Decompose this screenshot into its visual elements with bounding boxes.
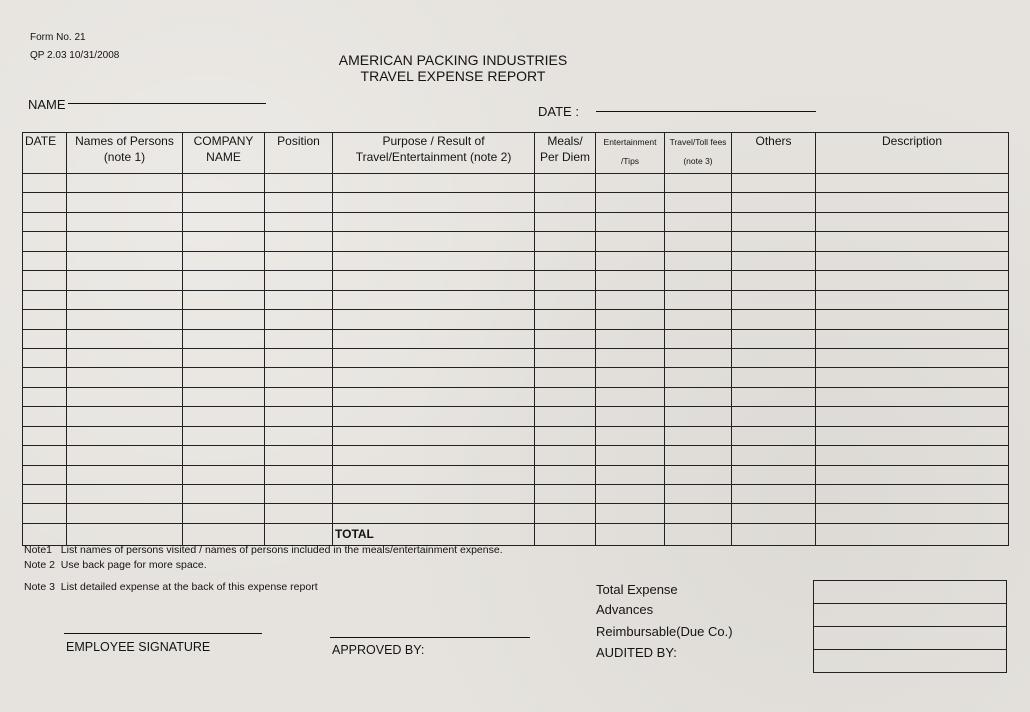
table-cell[interactable] — [265, 485, 333, 504]
table-cell[interactable] — [183, 465, 265, 484]
table-cell[interactable] — [732, 310, 816, 329]
table-cell[interactable] — [333, 368, 535, 387]
table-cell[interactable] — [23, 465, 67, 484]
advances-field[interactable] — [814, 604, 1007, 627]
table-cell[interactable] — [816, 485, 1009, 504]
table-cell[interactable] — [23, 212, 67, 231]
table-row — [23, 251, 1009, 270]
table-cell[interactable] — [816, 290, 1009, 309]
table-cell[interactable] — [333, 504, 535, 523]
table-cell[interactable] — [535, 271, 596, 290]
table-cell[interactable] — [333, 329, 535, 348]
note-1: Note1 List names of persons visited / names of persons included in the meals/entertainment expense. — [24, 544, 503, 556]
table-cell[interactable] — [265, 446, 333, 465]
table-cell[interactable] — [665, 407, 732, 426]
table-cell[interactable] — [333, 290, 535, 309]
table-cell[interactable] — [816, 232, 1009, 251]
table-cell[interactable] — [816, 212, 1009, 231]
table-cell[interactable] — [265, 212, 333, 231]
table-cell[interactable] — [265, 232, 333, 251]
audited-by-field[interactable] — [814, 650, 1007, 673]
table-cell[interactable] — [67, 387, 183, 406]
table-cell[interactable] — [596, 329, 665, 348]
table-cell[interactable] — [596, 485, 665, 504]
table-cell[interactable] — [333, 232, 535, 251]
table-cell[interactable] — [665, 368, 732, 387]
table-cell[interactable] — [665, 310, 732, 329]
table-row — [23, 465, 1009, 484]
table-cell[interactable] — [665, 251, 732, 270]
total-cell[interactable] — [535, 523, 596, 545]
expense-table — [22, 132, 1009, 546]
table-cell[interactable] — [535, 465, 596, 484]
table-cell[interactable] — [183, 485, 265, 504]
col-header-others: Others — [732, 133, 816, 174]
name-field[interactable] — [68, 103, 266, 104]
table-cell[interactable] — [67, 329, 183, 348]
table-cell[interactable] — [732, 348, 816, 367]
company-name: AMERICAN PACKING INDUSTRIES — [338, 52, 568, 68]
table-cell[interactable] — [535, 368, 596, 387]
table-row — [23, 212, 1009, 231]
table-cell[interactable] — [535, 310, 596, 329]
table-cell[interactable] — [535, 290, 596, 309]
table-cell[interactable] — [23, 504, 67, 523]
table-header-row — [23, 133, 1009, 174]
table-cell[interactable] — [67, 174, 183, 193]
table-cell[interactable] — [23, 329, 67, 348]
table-cell[interactable] — [333, 310, 535, 329]
table-cell[interactable] — [665, 504, 732, 523]
table-cell[interactable] — [183, 174, 265, 193]
table-cell[interactable] — [67, 290, 183, 309]
table-cell[interactable] — [265, 329, 333, 348]
table-row — [23, 290, 1009, 309]
table-cell[interactable] — [265, 251, 333, 270]
table-cell[interactable] — [333, 407, 535, 426]
table-cell[interactable] — [183, 407, 265, 426]
table-cell[interactable] — [732, 232, 816, 251]
table-cell[interactable] — [816, 329, 1009, 348]
table-cell[interactable] — [535, 348, 596, 367]
table-cell[interactable] — [183, 251, 265, 270]
table-cell[interactable] — [665, 232, 732, 251]
table-cell[interactable] — [333, 348, 535, 367]
table-cell[interactable] — [596, 348, 665, 367]
table-cell[interactable] — [535, 329, 596, 348]
table-cell[interactable] — [67, 193, 183, 212]
table-cell[interactable] — [596, 446, 665, 465]
table-cell[interactable] — [333, 251, 535, 270]
form-number: Form No. 21 — [30, 32, 86, 43]
table-cell[interactable] — [183, 329, 265, 348]
table-cell[interactable] — [183, 368, 265, 387]
table-cell[interactable] — [816, 465, 1009, 484]
total-cell[interactable] — [265, 523, 333, 545]
table-cell[interactable] — [23, 348, 67, 367]
table-cell[interactable] — [23, 485, 67, 504]
table-cell[interactable] — [665, 212, 732, 231]
table-cell[interactable] — [183, 271, 265, 290]
table-cell[interactable] — [665, 465, 732, 484]
table-cell[interactable] — [732, 407, 816, 426]
col-header-entertainment: Entertainment /Tips — [596, 133, 665, 174]
table-cell[interactable] — [265, 271, 333, 290]
table-cell[interactable] — [732, 446, 816, 465]
table-cell[interactable] — [596, 504, 665, 523]
table-cell[interactable] — [816, 387, 1009, 406]
table-cell[interactable] — [183, 504, 265, 523]
table-cell[interactable] — [732, 174, 816, 193]
audited-by-label: AUDITED BY: — [596, 645, 677, 660]
table-row — [23, 174, 1009, 193]
total-cell[interactable] — [816, 523, 1009, 545]
table-cell[interactable] — [816, 310, 1009, 329]
table-cell[interactable] — [732, 504, 816, 523]
table-cell[interactable] — [67, 504, 183, 523]
table-cell[interactable] — [67, 426, 183, 445]
table-row — [23, 193, 1009, 212]
table-cell[interactable] — [183, 232, 265, 251]
table-cell[interactable] — [67, 446, 183, 465]
table-cell[interactable] — [23, 407, 67, 426]
table-row — [23, 446, 1009, 465]
table-cell[interactable] — [596, 407, 665, 426]
table-cell[interactable] — [596, 387, 665, 406]
table-cell[interactable] — [23, 387, 67, 406]
table-cell[interactable] — [816, 504, 1009, 523]
form-revision: QP 2.03 10/31/2008 — [30, 50, 120, 61]
table-cell[interactable] — [23, 446, 67, 465]
table-cell[interactable] — [732, 251, 816, 270]
total-expense-field[interactable] — [814, 581, 1007, 604]
table-cell[interactable] — [816, 251, 1009, 270]
col-header-date: DATE — [23, 133, 67, 174]
table-row — [23, 407, 1009, 426]
table-row — [23, 348, 1009, 367]
table-cell[interactable] — [183, 348, 265, 367]
table-cell[interactable] — [23, 271, 67, 290]
totals-box — [813, 580, 1007, 673]
table-cell[interactable] — [333, 174, 535, 193]
employee-signature-line[interactable] — [64, 633, 262, 634]
table-cell[interactable] — [816, 426, 1009, 445]
table-cell[interactable] — [67, 251, 183, 270]
table-cell[interactable] — [535, 426, 596, 445]
table-cell[interactable] — [665, 387, 732, 406]
table-cell[interactable] — [596, 251, 665, 270]
table-cell[interactable] — [535, 212, 596, 231]
table-cell[interactable] — [596, 212, 665, 231]
table-cell[interactable] — [535, 387, 596, 406]
table-cell[interactable] — [596, 290, 665, 309]
table-cell[interactable] — [183, 290, 265, 309]
total-label: TOTAL — [333, 523, 535, 545]
table-cell[interactable] — [596, 368, 665, 387]
table-cell[interactable] — [333, 271, 535, 290]
table-cell[interactable] — [665, 348, 732, 367]
table-cell[interactable] — [333, 426, 535, 445]
table-cell[interactable] — [67, 407, 183, 426]
total-cell[interactable] — [183, 523, 265, 545]
table-cell[interactable] — [732, 426, 816, 445]
table-cell[interactable] — [665, 174, 732, 193]
col-header-meals: Meals/ Per Diem — [535, 133, 596, 174]
table-cell[interactable] — [67, 310, 183, 329]
table-row — [23, 232, 1009, 251]
table-cell[interactable] — [23, 232, 67, 251]
table-cell[interactable] — [535, 504, 596, 523]
table-cell[interactable] — [732, 368, 816, 387]
note-3: Note 3 List detailed expense at the back of this expense report — [24, 581, 318, 593]
table-cell[interactable] — [265, 348, 333, 367]
table-cell[interactable] — [265, 310, 333, 329]
advances-label: Advances — [596, 602, 654, 617]
date-field[interactable] — [596, 111, 816, 112]
total-cell[interactable] — [67, 523, 183, 545]
total-cell[interactable] — [732, 523, 816, 545]
table-cell[interactable] — [67, 212, 183, 231]
table-cell[interactable] — [665, 290, 732, 309]
table-cell[interactable] — [333, 212, 535, 231]
table-cell[interactable] — [183, 446, 265, 465]
table-cell[interactable] — [535, 232, 596, 251]
table-cell[interactable] — [732, 329, 816, 348]
table-cell[interactable] — [816, 446, 1009, 465]
table-cell[interactable] — [665, 446, 732, 465]
reimbursable-field[interactable] — [814, 627, 1007, 650]
table-cell[interactable] — [183, 387, 265, 406]
table-cell[interactable] — [535, 446, 596, 465]
table-cell[interactable] — [333, 193, 535, 212]
col-header-purpose: Purpose / Result of Travel/Entertainment (note 2) — [333, 133, 535, 174]
table-row — [23, 504, 1009, 523]
table-cell[interactable] — [183, 193, 265, 212]
table-cell[interactable] — [732, 271, 816, 290]
total-expense-label: Total Expense — [596, 582, 678, 597]
table-cell[interactable] — [67, 465, 183, 484]
table-cell[interactable] — [816, 348, 1009, 367]
table-cell[interactable] — [732, 212, 816, 231]
table-cell[interactable] — [596, 271, 665, 290]
table-cell[interactable] — [333, 485, 535, 504]
table-cell[interactable] — [333, 446, 535, 465]
table-cell[interactable] — [23, 193, 67, 212]
table-cell[interactable] — [333, 465, 535, 484]
table-cell[interactable] — [732, 193, 816, 212]
table-row — [23, 329, 1009, 348]
table-cell[interactable] — [535, 251, 596, 270]
table-cell[interactable] — [816, 174, 1009, 193]
reimbursable-label: Reimbursable(Due Co.) — [596, 624, 733, 639]
table-cell[interactable] — [265, 426, 333, 445]
table-row — [23, 368, 1009, 387]
table-cell[interactable] — [596, 193, 665, 212]
approved-by-label: APPROVED BY: — [332, 643, 425, 657]
table-cell[interactable] — [732, 290, 816, 309]
total-cell[interactable] — [665, 523, 732, 545]
col-header-position: Position — [265, 133, 333, 174]
table-cell[interactable] — [732, 465, 816, 484]
note-2: Note 2 Use back page for more space. — [24, 559, 207, 571]
table-cell[interactable] — [665, 193, 732, 212]
table-cell[interactable] — [665, 329, 732, 348]
employee-signature-label: EMPLOYEE SIGNATURE — [66, 640, 211, 654]
table-row — [23, 387, 1009, 406]
col-header-travel: Travel/Toll fees (note 3) — [665, 133, 732, 174]
table-cell[interactable] — [23, 251, 67, 270]
table-cell[interactable] — [535, 407, 596, 426]
col-header-names: Names of Persons (note 1) — [67, 133, 183, 174]
table-cell[interactable] — [265, 465, 333, 484]
table-cell[interactable] — [816, 193, 1009, 212]
total-cell[interactable] — [596, 523, 665, 545]
table-cell[interactable] — [265, 193, 333, 212]
table-cell[interactable] — [596, 174, 665, 193]
table-cell[interactable] — [665, 426, 732, 445]
table-cell[interactable] — [596, 232, 665, 251]
table-cell[interactable] — [732, 485, 816, 504]
col-header-company: COMPANY NAME — [183, 133, 265, 174]
table-row — [23, 426, 1009, 445]
table-cell[interactable] — [665, 271, 732, 290]
table-row — [23, 310, 1009, 329]
total-cell[interactable] — [23, 523, 67, 545]
table-cell[interactable] — [596, 310, 665, 329]
table-cell[interactable] — [732, 387, 816, 406]
approved-by-line[interactable] — [330, 637, 530, 638]
table-row — [23, 485, 1009, 504]
table-cell[interactable] — [183, 310, 265, 329]
table-cell[interactable] — [23, 426, 67, 445]
table-cell[interactable] — [265, 174, 333, 193]
date-label: DATE : — [538, 104, 579, 119]
table-cell[interactable] — [535, 485, 596, 504]
table-cell[interactable] — [265, 387, 333, 406]
table-cell[interactable] — [67, 485, 183, 504]
table-cell[interactable] — [265, 290, 333, 309]
table-cell[interactable] — [67, 271, 183, 290]
table-cell[interactable] — [183, 426, 265, 445]
table-cell[interactable] — [265, 407, 333, 426]
table-cell[interactable] — [265, 504, 333, 523]
total-row — [23, 523, 1009, 545]
table-cell[interactable] — [816, 407, 1009, 426]
table-cell[interactable] — [816, 271, 1009, 290]
table-cell[interactable] — [67, 348, 183, 367]
table-cell[interactable] — [183, 212, 265, 231]
report-title: TRAVEL EXPENSE REPORT — [360, 68, 546, 84]
table-cell[interactable] — [535, 193, 596, 212]
table-cell[interactable] — [23, 174, 67, 193]
table-cell[interactable] — [23, 368, 67, 387]
table-cell[interactable] — [333, 387, 535, 406]
table-row — [23, 271, 1009, 290]
table-cell[interactable] — [23, 290, 67, 309]
table-cell[interactable] — [596, 465, 665, 484]
table-cell[interactable] — [67, 368, 183, 387]
table-cell[interactable] — [816, 368, 1009, 387]
table-cell[interactable] — [265, 368, 333, 387]
table-cell[interactable] — [67, 232, 183, 251]
name-label: NAME — [28, 97, 66, 112]
table-cell[interactable] — [535, 174, 596, 193]
table-cell[interactable] — [23, 310, 67, 329]
table-cell[interactable] — [596, 426, 665, 445]
col-header-description: Description — [816, 133, 1009, 174]
table-cell[interactable] — [665, 485, 732, 504]
